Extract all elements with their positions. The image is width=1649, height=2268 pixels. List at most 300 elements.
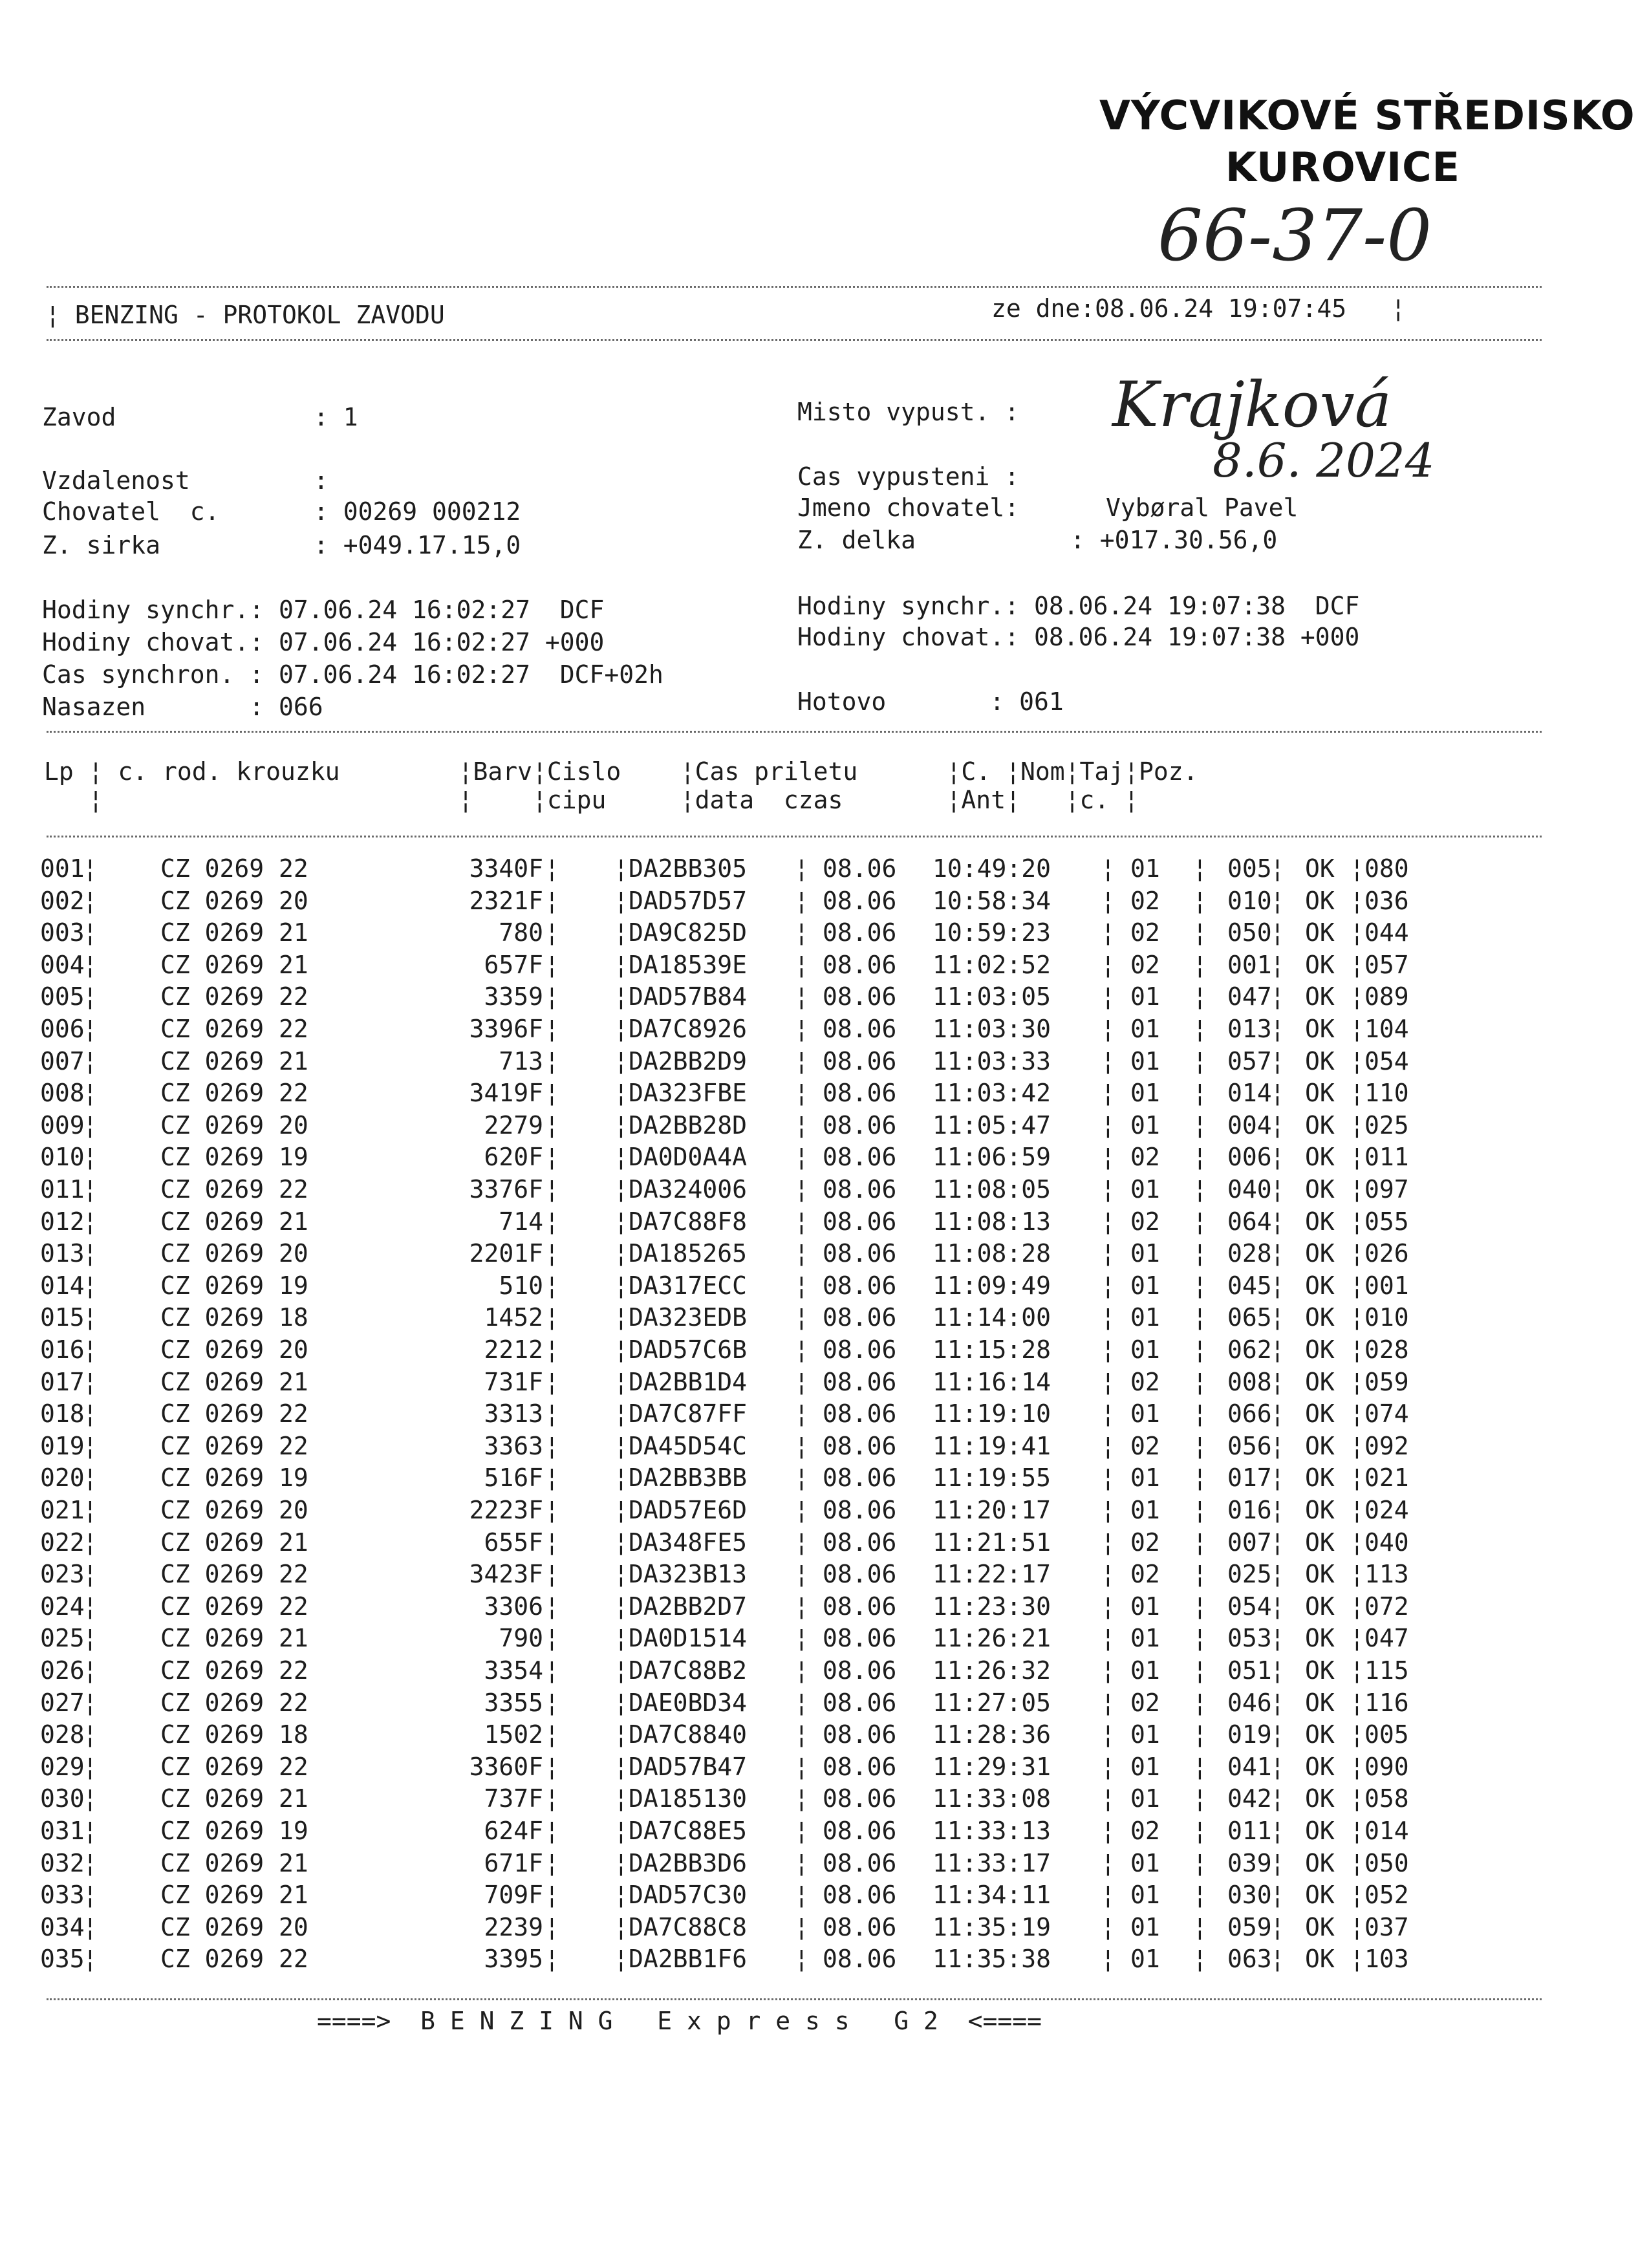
column-separator: ¦ bbox=[83, 1496, 98, 1524]
column-separator: ¦ bbox=[1350, 1143, 1364, 1172]
column-separator: ¦ bbox=[794, 1496, 809, 1524]
column-separator: ¦ bbox=[1192, 1303, 1207, 1332]
column-separator: ¦ bbox=[1101, 1528, 1130, 1557]
column-separator: ¦ bbox=[1270, 1367, 1285, 1396]
column-separator: ¦ bbox=[1192, 1912, 1207, 1941]
cell-lp: 006 bbox=[40, 1015, 85, 1043]
cell-time: 11:09:49 bbox=[932, 1271, 1051, 1300]
cell-time: 11:34:11 bbox=[932, 1881, 1051, 1910]
column-separator: ¦ bbox=[1192, 1784, 1207, 1813]
cell-nom: 028 bbox=[1227, 1239, 1272, 1268]
column-separator: ¦ bbox=[1350, 1560, 1364, 1589]
cell-num: 624F bbox=[484, 1817, 543, 1845]
cell-taj: OK bbox=[1305, 854, 1335, 883]
cell-lp: 023 bbox=[40, 1560, 85, 1589]
cell-ring: CZ 0269 20 bbox=[160, 1335, 308, 1364]
nasazen: Nasazen : 066 bbox=[42, 693, 323, 721]
cell-lp: 019 bbox=[40, 1431, 85, 1460]
column-separator: ¦ bbox=[544, 1463, 559, 1493]
cell-lp: 022 bbox=[40, 1528, 85, 1557]
cell-ring: CZ 0269 21 bbox=[160, 1881, 308, 1910]
table-row bbox=[0, 1173, 1649, 1205]
column-separator: ¦ bbox=[1350, 1528, 1364, 1557]
column-separator: ¦ bbox=[83, 1207, 98, 1236]
column-separator: ¦ bbox=[1192, 886, 1207, 915]
cell-time: 10:49:20 bbox=[932, 854, 1051, 883]
table-row bbox=[0, 1045, 1649, 1077]
cell-ring: CZ 0269 20 bbox=[160, 1912, 308, 1941]
column-separator: ¦ bbox=[544, 1752, 559, 1781]
column-separator: ¦ bbox=[544, 918, 559, 947]
cell-ant: 01 bbox=[1130, 1110, 1160, 1139]
column-separator: ¦ bbox=[1101, 1848, 1130, 1877]
column-separator: ¦ bbox=[614, 1720, 629, 1749]
cell-ant: 01 bbox=[1130, 1303, 1160, 1332]
column-separator: ¦ bbox=[1101, 1303, 1130, 1332]
column-separator: ¦ bbox=[1101, 1784, 1130, 1813]
column-separator: ¦ bbox=[794, 1912, 809, 1941]
cell-nom: 013 bbox=[1227, 1015, 1272, 1043]
cell-time: 11:20:17 bbox=[932, 1496, 1051, 1524]
column-separator: ¦ bbox=[1101, 1335, 1130, 1364]
cell-taj: OK bbox=[1305, 950, 1335, 979]
cell-lp: 025 bbox=[40, 1624, 85, 1653]
cell-ring: CZ 0269 19 bbox=[160, 1271, 308, 1300]
cell-ring: CZ 0269 18 bbox=[160, 1720, 308, 1749]
cell-date: 08.06 bbox=[823, 1496, 897, 1524]
cell-lp: 007 bbox=[40, 1046, 85, 1075]
cell-nom: 025 bbox=[1227, 1560, 1272, 1589]
column-separator: ¦ bbox=[544, 1271, 559, 1300]
cell-nom: 016 bbox=[1227, 1496, 1272, 1524]
cell-lp: 031 bbox=[40, 1817, 85, 1845]
table-row bbox=[0, 1654, 1649, 1687]
zavod-label: Zavod bbox=[42, 403, 116, 431]
cell-lp: 002 bbox=[40, 886, 85, 915]
cell-chip: DA2BB3BB bbox=[629, 1463, 748, 1493]
cell-lp: 008 bbox=[40, 1079, 85, 1108]
cell-date: 08.06 bbox=[823, 1110, 897, 1139]
cell-lp: 035 bbox=[40, 1945, 85, 1974]
column-separator: ¦ bbox=[614, 1207, 629, 1236]
column-separator: ¦ bbox=[1270, 1303, 1285, 1332]
cell-ring: CZ 0269 20 bbox=[160, 1110, 308, 1139]
misto-label: Misto vypust. : bbox=[797, 398, 1020, 426]
column-separator: ¦ bbox=[1350, 1046, 1364, 1075]
cell-chip: DA7C88C8 bbox=[629, 1912, 748, 1941]
table-row bbox=[0, 1237, 1649, 1269]
column-separator: ¦ bbox=[1192, 1046, 1207, 1075]
column-separator: ¦ bbox=[1101, 1945, 1130, 1974]
cell-poz: 104 bbox=[1364, 1015, 1409, 1043]
cell-date: 08.06 bbox=[823, 1945, 897, 1974]
column-separator: ¦ bbox=[1270, 1912, 1285, 1941]
cell-num: 714 bbox=[499, 1207, 543, 1236]
column-separator: ¦ bbox=[794, 950, 809, 979]
cell-nom: 045 bbox=[1227, 1271, 1272, 1300]
cell-poz: 116 bbox=[1364, 1688, 1409, 1717]
cell-ring: CZ 0269 21 bbox=[160, 918, 308, 947]
cell-chip: DA0D1514 bbox=[629, 1624, 748, 1653]
cell-ant: 01 bbox=[1130, 854, 1160, 883]
cell-ring: CZ 0269 21 bbox=[160, 1367, 308, 1396]
cell-date: 08.06 bbox=[823, 1528, 897, 1557]
cell-ant: 02 bbox=[1130, 1431, 1160, 1460]
cell-poz: 072 bbox=[1364, 1592, 1409, 1621]
cell-time: 11:03:42 bbox=[932, 1079, 1051, 1108]
cell-poz: 103 bbox=[1364, 1945, 1409, 1974]
cell-chip: DA323FBE bbox=[629, 1079, 748, 1108]
column-separator: ¦ bbox=[83, 1881, 98, 1910]
column-separator: ¦ bbox=[794, 1592, 809, 1621]
cell-time: 11:06:59 bbox=[932, 1143, 1051, 1172]
cell-taj: OK bbox=[1305, 1752, 1335, 1781]
cell-num: 510 bbox=[499, 1271, 543, 1300]
cell-ring: CZ 0269 22 bbox=[160, 1945, 308, 1974]
cell-date: 08.06 bbox=[823, 1688, 897, 1717]
cell-time: 11:26:21 bbox=[932, 1624, 1051, 1653]
cell-ring: CZ 0269 19 bbox=[160, 1817, 308, 1845]
cell-taj: OK bbox=[1305, 1720, 1335, 1749]
column-separator: ¦ bbox=[1350, 1303, 1364, 1332]
cell-nom: 030 bbox=[1227, 1881, 1272, 1910]
column-separator: ¦ bbox=[83, 1431, 98, 1460]
cell-num: 3419F bbox=[469, 1079, 543, 1108]
cell-num: 3376F bbox=[469, 1175, 543, 1204]
cell-time: 11:08:13 bbox=[932, 1207, 1051, 1236]
cell-ring: CZ 0269 21 bbox=[160, 1848, 308, 1877]
cell-time: 11:35:19 bbox=[932, 1912, 1051, 1941]
column-separator: ¦ bbox=[1270, 1046, 1285, 1075]
cell-num: 713 bbox=[499, 1046, 543, 1075]
cell-num: 3306 bbox=[484, 1592, 543, 1621]
cell-poz: 040 bbox=[1364, 1528, 1409, 1557]
delka-label: Z. delka bbox=[797, 526, 916, 554]
cell-taj: OK bbox=[1305, 1015, 1335, 1043]
column-separator: ¦ bbox=[1192, 918, 1207, 947]
chovatel-value: : 00269 000212 bbox=[314, 497, 521, 526]
cell-nom: 056 bbox=[1227, 1431, 1272, 1460]
cell-date: 08.06 bbox=[823, 1175, 897, 1204]
column-separator: ¦ bbox=[1270, 1175, 1285, 1204]
footer-brand: ====> B E N Z I N G E x p r e s s G 2 <==== bbox=[317, 2007, 1042, 2035]
cell-chip: DAD57B84 bbox=[629, 982, 748, 1011]
handwritten-code: 66-37-0 bbox=[1158, 194, 1432, 277]
cell-lp: 032 bbox=[40, 1848, 85, 1877]
table-row bbox=[0, 852, 1649, 885]
column-separator: ¦ bbox=[1350, 1624, 1364, 1653]
column-separator: ¦ bbox=[1101, 1046, 1130, 1075]
column-separator: ¦ bbox=[1270, 1431, 1285, 1460]
column-separator: ¦ bbox=[1192, 1399, 1207, 1429]
column-separator: ¦ bbox=[614, 1079, 629, 1108]
column-separator: ¦ bbox=[1270, 950, 1285, 979]
cell-ant: 02 bbox=[1130, 1560, 1160, 1589]
cell-ring: CZ 0269 22 bbox=[160, 854, 308, 883]
column-separator: ¦ bbox=[1350, 1239, 1364, 1268]
column-separator: ¦ bbox=[794, 1752, 809, 1781]
cell-ant: 01 bbox=[1130, 982, 1160, 1011]
cell-time: 11:14:00 bbox=[932, 1303, 1051, 1332]
column-separator: ¦ bbox=[614, 1848, 629, 1877]
column-separator: ¦ bbox=[1192, 1720, 1207, 1749]
column-separator: ¦ bbox=[83, 1175, 98, 1204]
column-separator: ¦ bbox=[1192, 950, 1207, 979]
column-separator: ¦ bbox=[83, 1303, 98, 1332]
cell-num: 2201F bbox=[469, 1239, 543, 1268]
column-separator: ¦ bbox=[83, 1110, 98, 1139]
column-separator: ¦ bbox=[1101, 950, 1130, 979]
cell-time: 11:29:31 bbox=[932, 1752, 1051, 1781]
cell-chip: DA348FE5 bbox=[629, 1528, 748, 1557]
column-separator: ¦ bbox=[794, 1848, 809, 1877]
cell-chip: DA2BB3D6 bbox=[629, 1848, 748, 1877]
column-separator: ¦ bbox=[614, 1881, 629, 1910]
cell-poz: 024 bbox=[1364, 1496, 1409, 1524]
column-separator: ¦ bbox=[1192, 1656, 1207, 1685]
column-separator: ¦ bbox=[1101, 1079, 1130, 1108]
column-separator: ¦ bbox=[544, 1560, 559, 1589]
column-separator: ¦ bbox=[1192, 1848, 1207, 1877]
cell-num: 737F bbox=[484, 1784, 543, 1813]
cell-chip: DA18539E bbox=[629, 950, 748, 979]
column-separator: ¦ bbox=[1101, 886, 1130, 915]
column-separator: ¦ bbox=[1101, 1496, 1130, 1524]
column-separator: ¦ bbox=[1270, 1110, 1285, 1139]
column-separator: ¦ bbox=[83, 1624, 98, 1653]
column-separator: ¦ bbox=[83, 1688, 98, 1717]
table-row bbox=[0, 1269, 1649, 1302]
cell-nom: 046 bbox=[1227, 1688, 1272, 1717]
column-separator: ¦ bbox=[1101, 1881, 1130, 1910]
column-separator: ¦ bbox=[83, 1046, 98, 1075]
column-separator: ¦ bbox=[1192, 1560, 1207, 1589]
column-separator: ¦ bbox=[614, 1624, 629, 1653]
column-separator: ¦ bbox=[1270, 1528, 1285, 1557]
cell-ant: 02 bbox=[1130, 918, 1160, 947]
cell-time: 11:33:08 bbox=[932, 1784, 1051, 1813]
cell-nom: 047 bbox=[1227, 982, 1272, 1011]
cell-ant: 01 bbox=[1130, 1271, 1160, 1300]
cell-time: 11:27:05 bbox=[932, 1688, 1051, 1717]
cell-poz: 052 bbox=[1364, 1881, 1409, 1910]
cell-date: 08.06 bbox=[823, 1592, 897, 1621]
cell-time: 11:23:30 bbox=[932, 1592, 1051, 1621]
column-separator: ¦ bbox=[1101, 1399, 1130, 1429]
cell-ant: 01 bbox=[1130, 1848, 1160, 1877]
table-row bbox=[0, 1013, 1649, 1045]
column-separator: ¦ bbox=[1350, 886, 1364, 915]
column-separator: ¦ bbox=[544, 1046, 559, 1075]
cell-time: 10:58:34 bbox=[932, 886, 1051, 915]
cell-lp: 029 bbox=[40, 1752, 85, 1781]
cell-nom: 050 bbox=[1227, 918, 1272, 947]
cell-chip: DAD57B47 bbox=[629, 1752, 748, 1781]
column-separator: ¦ bbox=[614, 982, 629, 1011]
column-separator: ¦ bbox=[83, 1399, 98, 1429]
cell-taj: OK bbox=[1305, 1335, 1335, 1364]
cell-taj: OK bbox=[1305, 1110, 1335, 1139]
column-separator: ¦ bbox=[544, 1207, 559, 1236]
column-separator: ¦ bbox=[1270, 1496, 1285, 1524]
cell-lp: 001 bbox=[40, 854, 85, 883]
cell-num: 3395 bbox=[484, 1945, 543, 1974]
column-separator: ¦ bbox=[544, 1624, 559, 1653]
cell-num: 780 bbox=[499, 918, 543, 947]
cell-ring: CZ 0269 22 bbox=[160, 1399, 308, 1429]
rule-top bbox=[47, 286, 1542, 288]
column-separator: ¦ bbox=[614, 918, 629, 947]
vzdalenost-label: Vzdalenost bbox=[42, 466, 190, 495]
cell-taj: OK bbox=[1305, 982, 1335, 1011]
cell-ring: CZ 0269 20 bbox=[160, 886, 308, 915]
cell-num: 3363 bbox=[484, 1431, 543, 1460]
cell-ant: 01 bbox=[1130, 1881, 1160, 1910]
table-row bbox=[0, 1141, 1649, 1173]
cell-nom: 066 bbox=[1227, 1399, 1272, 1429]
cell-ring: CZ 0269 22 bbox=[160, 982, 308, 1011]
column-separator: ¦ bbox=[614, 886, 629, 915]
cell-ant: 01 bbox=[1130, 1335, 1160, 1364]
cell-num: 2321F bbox=[469, 886, 543, 915]
jmeno-value: Vybøral Pavel bbox=[1106, 493, 1299, 522]
cell-lp: 010 bbox=[40, 1143, 85, 1172]
cell-ring: CZ 0269 22 bbox=[160, 1656, 308, 1685]
column-separator: ¦ bbox=[614, 1656, 629, 1685]
cell-chip: DA323B13 bbox=[629, 1560, 748, 1589]
column-separator: ¦ bbox=[1350, 982, 1364, 1011]
cell-num: 3340F bbox=[469, 854, 543, 883]
sync-row1-left: Hodiny synchr.: 07.06.24 16:02:27 DCF bbox=[42, 596, 605, 624]
cell-chip: DAD57D57 bbox=[629, 886, 748, 915]
column-separator: ¦ bbox=[1270, 1752, 1285, 1781]
cell-ant: 02 bbox=[1130, 1688, 1160, 1717]
column-separator: ¦ bbox=[614, 1175, 629, 1204]
column-separator: ¦ bbox=[83, 1817, 98, 1845]
report-title: ¦ BENZING - PROTOKOL ZAVODU bbox=[45, 301, 445, 329]
column-separator: ¦ bbox=[1192, 854, 1207, 883]
cell-date: 08.06 bbox=[823, 1752, 897, 1781]
column-separator: ¦ bbox=[614, 1592, 629, 1621]
cell-date: 08.06 bbox=[823, 1463, 897, 1493]
column-separator: ¦ bbox=[794, 1303, 809, 1332]
column-separator: ¦ bbox=[794, 1881, 809, 1910]
column-separator: ¦ bbox=[1350, 1817, 1364, 1845]
cell-ant: 02 bbox=[1130, 1143, 1160, 1172]
zavod-value: : 1 bbox=[314, 403, 358, 431]
column-separator: ¦ bbox=[544, 1817, 559, 1845]
column-separator: ¦ bbox=[1101, 1752, 1130, 1781]
column-separator: ¦ bbox=[1192, 1817, 1207, 1845]
cell-date: 08.06 bbox=[823, 982, 897, 1011]
cell-num: 1502 bbox=[484, 1720, 543, 1749]
column-separator: ¦ bbox=[1270, 1881, 1285, 1910]
column-separator: ¦ bbox=[794, 1656, 809, 1685]
cell-nom: 004 bbox=[1227, 1110, 1272, 1139]
cell-date: 08.06 bbox=[823, 1207, 897, 1236]
column-separator: ¦ bbox=[1350, 1912, 1364, 1941]
cell-ring: CZ 0269 22 bbox=[160, 1431, 308, 1460]
cell-taj: OK bbox=[1305, 1784, 1335, 1813]
cell-ant: 01 bbox=[1130, 1592, 1160, 1621]
cas-vypusteni-label: Cas vypusteni : bbox=[797, 462, 1020, 491]
cell-date: 08.06 bbox=[823, 1046, 897, 1075]
cell-num: 709F bbox=[484, 1881, 543, 1910]
cell-time: 11:08:28 bbox=[932, 1239, 1051, 1268]
column-separator: ¦ bbox=[1350, 1367, 1364, 1396]
cell-nom: 054 bbox=[1227, 1592, 1272, 1621]
cell-time: 11:22:17 bbox=[932, 1560, 1051, 1589]
column-separator: ¦ bbox=[544, 1656, 559, 1685]
column-separator: ¦ bbox=[1192, 1881, 1207, 1910]
cell-ant: 01 bbox=[1130, 1175, 1160, 1204]
cell-date: 08.06 bbox=[823, 950, 897, 979]
cell-nom: 019 bbox=[1227, 1720, 1272, 1749]
column-separator: ¦ bbox=[83, 950, 98, 979]
table-row bbox=[0, 1205, 1649, 1238]
cell-taj: OK bbox=[1305, 1239, 1335, 1268]
cell-lp: 013 bbox=[40, 1239, 85, 1268]
cell-date: 08.06 bbox=[823, 1848, 897, 1877]
column-separator: ¦ bbox=[544, 1431, 559, 1460]
column-separator: ¦ bbox=[794, 1720, 809, 1749]
cell-ring: CZ 0269 22 bbox=[160, 1688, 308, 1717]
column-separator: ¦ bbox=[1101, 1015, 1130, 1043]
cell-poz: 037 bbox=[1364, 1912, 1409, 1941]
column-separator: ¦ bbox=[1101, 1175, 1130, 1204]
report-datetime: ze dne:08.06.24 19:07:45 ¦ bbox=[991, 294, 1406, 323]
table-row bbox=[0, 885, 1649, 917]
cell-lp: 028 bbox=[40, 1720, 85, 1749]
cell-nom: 063 bbox=[1227, 1945, 1272, 1974]
column-separator: ¦ bbox=[1350, 1399, 1364, 1429]
cell-time: 11:35:38 bbox=[932, 1945, 1051, 1974]
column-separator: ¦ bbox=[1192, 1175, 1207, 1204]
column-separator: ¦ bbox=[614, 1528, 629, 1557]
cell-poz: 050 bbox=[1364, 1848, 1409, 1877]
column-separator: ¦ bbox=[794, 1817, 809, 1845]
column-separator: ¦ bbox=[1192, 1207, 1207, 1236]
column-separator: ¦ bbox=[1192, 1945, 1207, 1974]
column-separator: ¦ bbox=[1350, 1463, 1364, 1493]
column-separator: ¦ bbox=[83, 1079, 98, 1108]
cell-ring: CZ 0269 22 bbox=[160, 1015, 308, 1043]
cell-num: 2212 bbox=[484, 1335, 543, 1364]
column-separator: ¦ bbox=[1101, 1367, 1130, 1396]
cell-ant: 02 bbox=[1130, 950, 1160, 979]
column-separator: ¦ bbox=[1270, 1335, 1285, 1364]
misto-value: Krajková bbox=[1112, 369, 1392, 441]
column-separator: ¦ bbox=[614, 1143, 629, 1172]
cell-chip: DA2BB305 bbox=[629, 854, 748, 883]
column-separator: ¦ bbox=[1350, 1175, 1364, 1204]
table-header-line1: Lp ¦ c. rod. krouzku ¦Barv¦Cislo ¦Cas priletu ¦C. ¦Nom¦Taj¦Poz. bbox=[44, 757, 1198, 786]
cell-nom: 051 bbox=[1227, 1656, 1272, 1685]
cell-ant: 01 bbox=[1130, 1046, 1160, 1075]
cell-ring: CZ 0269 19 bbox=[160, 1143, 308, 1172]
cell-ant: 01 bbox=[1130, 1079, 1160, 1108]
cell-ant: 01 bbox=[1130, 1912, 1160, 1941]
column-separator: ¦ bbox=[1101, 1431, 1130, 1460]
vzdalenost-value: : bbox=[314, 466, 329, 495]
cell-taj: OK bbox=[1305, 886, 1335, 915]
column-separator: ¦ bbox=[1270, 1207, 1285, 1236]
column-separator: ¦ bbox=[614, 1110, 629, 1139]
column-separator: ¦ bbox=[544, 1175, 559, 1204]
cell-chip: DA9C825D bbox=[629, 918, 748, 947]
column-separator: ¦ bbox=[83, 1367, 98, 1396]
cell-poz: 059 bbox=[1364, 1367, 1409, 1396]
